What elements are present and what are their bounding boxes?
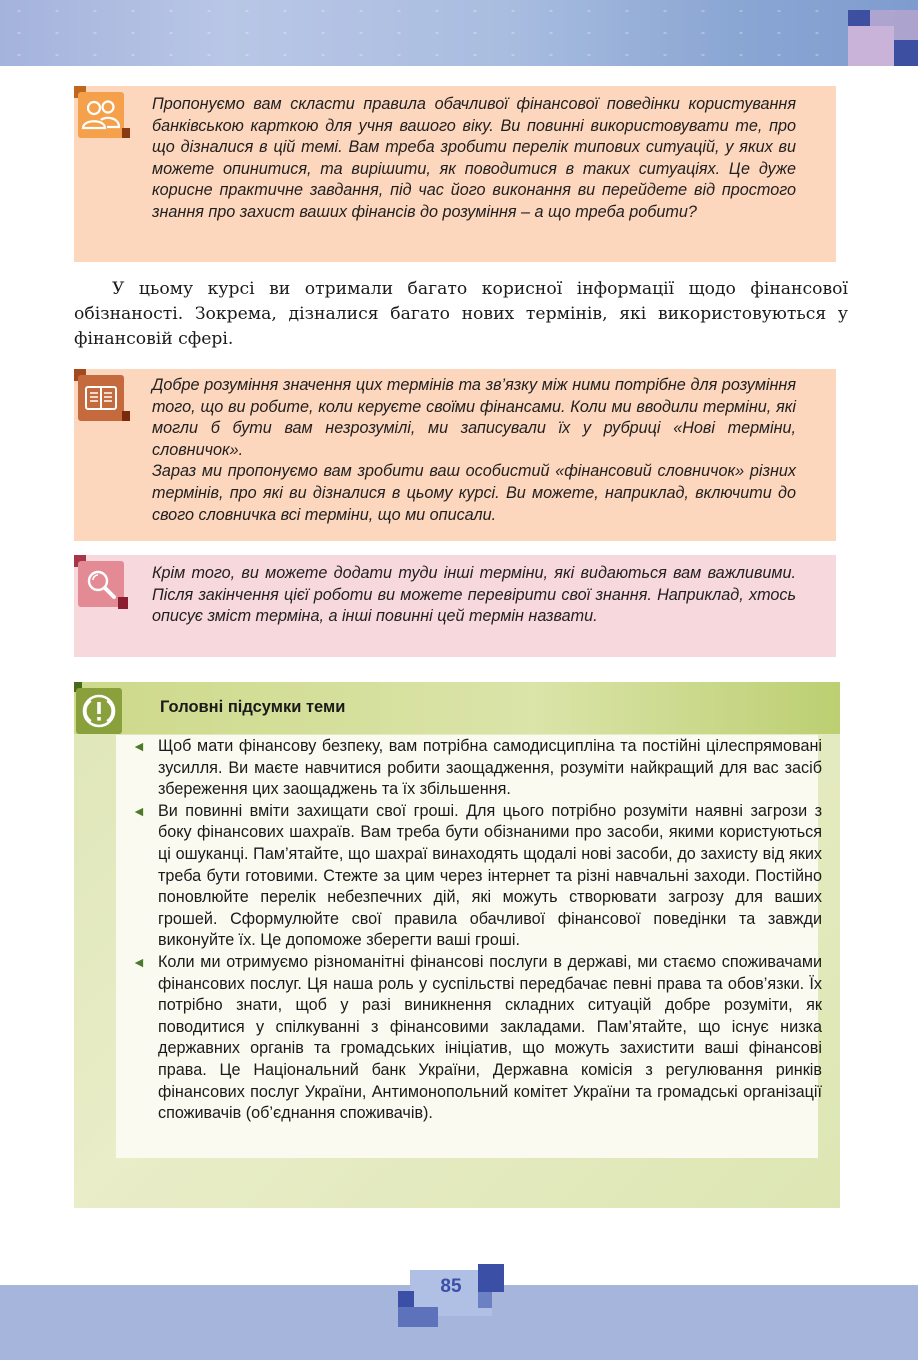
group-icon: [78, 92, 124, 138]
list-item: [132, 736, 822, 801]
decor-square: [848, 10, 870, 26]
book-icon: [78, 375, 124, 421]
callout-dictionary: [74, 369, 836, 541]
decor-square: [398, 1307, 438, 1327]
summary-title: Головні підсумки теми: [160, 698, 346, 716]
callout-text-part: Добре розуміння значення цих термінів та зв’язку між ними потрібне для розуміння того, що ви робите, коли керуєте своїми фінансами. Коли ми вводили терміни, які могли б бути вам незрозумілі, ми записували їх у рубриці «Нові терміни, словничок».: [152, 376, 796, 459]
decor-square: [848, 26, 894, 66]
callout-marker: [118, 597, 128, 609]
body-paragraph: У цьому курсі ви отримали багато корисної інформації щодо фінансової обізнаності. Зокрема, дізналися багато нових термінів, які використовуються у фінансовій сфері.: [74, 279, 848, 349]
page-number: 85: [440, 1276, 462, 1297]
callout-check: [74, 555, 836, 657]
callout-text-part: Зараз ми пропонуємо вам зробити ваш особистий «фінансовий словничок» різних термінів, про які ви дізналися в цьому курсі. Ви можете, наприклад, включити до свого словничка всі терміни, що ми описали.: [152, 462, 796, 524]
bullet-arrow-icon: ◄: [132, 802, 146, 819]
callout-marker: [122, 128, 130, 138]
list-item-text: Ви повинні вміти захищати свої гроші. Для цього потрібно розуміти наявні загрози з боку фінансових шахраїв. Вам треба бути обізнаними про засоби, якими користуються ці ошуканці. Пам’ятайте, що шахраї винаходять щодалі нові засоби, до захисту від яких треба бути готовими. Стежте за цим через інтернет та різні навчальні заходи. Постійно поновлюйте перелік небезпечних дій, які можуть створювати загрозу для ваших грошей. Сформулюйте свої правила обачливої фінансової поведінки та завжди виконуйте їх. Це допоможе зберегти ваші гроші.: [158, 801, 822, 950]
summary-section: [74, 682, 840, 1208]
list-item: [132, 801, 822, 952]
exclamation-circle-icon: [76, 688, 122, 734]
callout-text: Крім того, ви можете додати туди інші терміни, які видаються вам важливими. Після закінчення цієї роботи ви можете перевірити свої знання. Наприклад, хтось описує зміст терміна, а інші повинні цей термін назвати.: [152, 564, 796, 626]
top-banner: [0, 0, 918, 66]
callout-marker: [122, 411, 130, 421]
list-item-text: Щоб мати фінансову безпеку, вам потрібна самодисципліна та постійні цілеспрямовані зусилля. Ви маєте навчитися робити заощадження, розуміти найкращий для вас засіб збереження цих заощаджень та їх збільшення.: [158, 737, 822, 799]
callout-text: Пропонуємо вам скласти правила обачливої фінансової поведінки користування банківською карткою для учня вашого віку. Ви повинні використовувати те, про що дізналися в цій темі. Вам треба зробити перелік типових ситуацій, у яких ви можете опинитися, та вирішити, як поводитися в таких ситуаціях. Це дуже корисне практичне завдання, під час його виконання ви перейдете від простого знання про захист ваших фінансів до розуміння – а що треба робити?: [152, 95, 796, 221]
list-item: [132, 952, 822, 1125]
callout-task: [74, 86, 836, 262]
decor-square: [894, 40, 918, 66]
list-item-text: Коли ми отримуємо різноманітні фінансові послуги в державі, ми стаємо споживачами фінансових послуг. Ця наша роль у суспільстві передбачає певні права та обов’язки. Їх потрібно знати, щоб у разі виникнення складних ситуацій добре розуміти, як поводитися у спілкуванні з фінансовими закладами. Пам’ятайте, що існує низка державних органів та громадських ініціатив, що можуть захистити ваші фінансові права. Це Національний банк України, Державна комісія з регулювання ринків фінансових послуг України, Антимонопольний комітет України та громадські організації споживачів (об’єднання споживачів).: [158, 952, 822, 1123]
banner-pattern: [0, 0, 918, 66]
callout-text: [152, 375, 796, 526]
bullet-arrow-icon: ◄: [132, 738, 146, 754]
bullet-arrow-icon: ◄: [132, 953, 146, 970]
summary-list: [132, 736, 822, 1125]
